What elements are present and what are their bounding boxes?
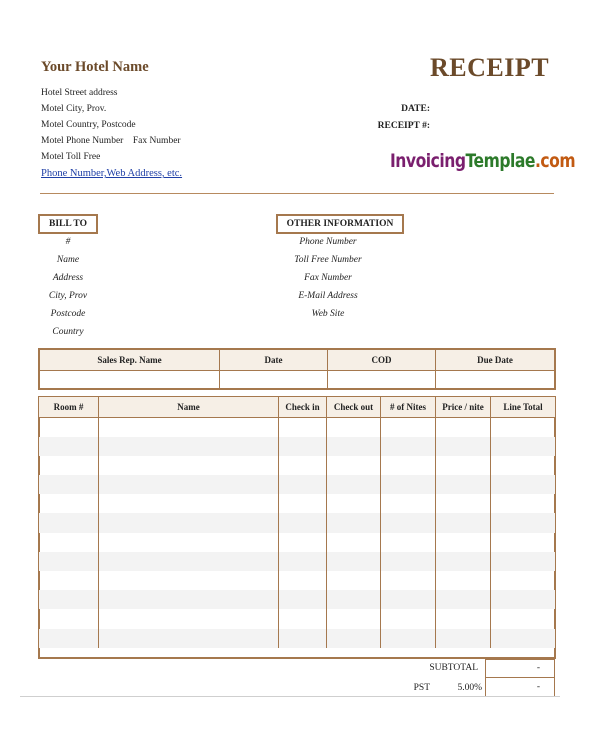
other-info-fax: Fax Number — [304, 273, 352, 283]
table-cell[interactable] — [381, 475, 436, 494]
table-row — [39, 475, 556, 494]
table-cell[interactable] — [39, 629, 99, 648]
items-header-name: Name — [99, 397, 279, 418]
table-cell[interactable] — [436, 590, 491, 609]
items-header-line-total: Line Total — [491, 397, 556, 418]
sales-header-cod: COD — [328, 349, 436, 370]
other-info-box — [276, 214, 404, 234]
table-cell[interactable] — [436, 494, 491, 513]
table-cell[interactable] — [279, 437, 327, 456]
table-cell[interactable] — [327, 571, 381, 590]
address-line-city: Motel City, Prov. — [41, 104, 107, 114]
pst-box — [485, 678, 555, 697]
sales-header-due-date: Due Date — [436, 349, 556, 370]
table-cell[interactable] — [327, 494, 381, 513]
table-cell[interactable] — [279, 629, 327, 648]
items-header-nites: # of Nites — [381, 397, 436, 418]
table-cell[interactable] — [381, 552, 436, 571]
table-cell[interactable] — [39, 571, 99, 590]
table-cell[interactable] — [381, 456, 436, 475]
table-cell[interactable] — [279, 590, 327, 609]
table-cell[interactable] — [279, 494, 327, 513]
table-cell[interactable] — [279, 552, 327, 571]
other-info-phone: Phone Number — [299, 237, 357, 247]
sales-cod-cell[interactable] — [328, 370, 436, 389]
table-cell[interactable] — [381, 513, 436, 532]
table-cell[interactable] — [99, 475, 279, 494]
table-cell[interactable] — [99, 494, 279, 513]
sales-header-rep: Sales Rep. Name — [39, 349, 220, 370]
table-cell[interactable] — [39, 513, 99, 532]
hotel-name: Your Hotel Name — [41, 59, 149, 75]
header-divider — [40, 193, 554, 194]
table-cell[interactable] — [279, 513, 327, 532]
date-label: DATE: — [401, 104, 430, 114]
bill-to-label: BILL TO — [49, 219, 87, 229]
address-line-phone: Motel Phone Number Fax Number — [41, 136, 181, 146]
table-cell[interactable] — [381, 437, 436, 456]
table-row — [39, 552, 556, 571]
address-line-street: Hotel Street address — [41, 88, 118, 98]
table-cell[interactable] — [39, 418, 99, 437]
table-cell[interactable] — [436, 513, 491, 532]
table-cell[interactable] — [436, 437, 491, 456]
table-row — [39, 609, 556, 628]
table-cell[interactable] — [99, 513, 279, 532]
table-cell[interactable] — [491, 629, 556, 648]
bill-to-box — [38, 214, 98, 234]
table-cell[interactable] — [99, 456, 279, 475]
table-row — [39, 456, 556, 475]
table-cell[interactable] — [491, 533, 556, 552]
items-header-room: Room # — [39, 397, 99, 418]
receipt-title: RECEIPT — [430, 53, 550, 82]
table-cell[interactable] — [491, 494, 556, 513]
table-cell[interactable] — [279, 571, 327, 590]
table-row — [39, 533, 556, 552]
table-cell[interactable] — [39, 590, 99, 609]
table-row — [39, 437, 556, 456]
table-cell[interactable] — [491, 590, 556, 609]
table-cell[interactable] — [279, 475, 327, 494]
table-cell[interactable] — [99, 552, 279, 571]
table-cell[interactable] — [491, 571, 556, 590]
bill-to-field-name: Name — [56, 255, 80, 265]
sales-table — [38, 348, 556, 390]
invoicing-template-logo — [390, 150, 575, 172]
items-header-check-out: Check out — [327, 397, 381, 418]
table-cell[interactable] — [99, 533, 279, 552]
table-cell[interactable] — [327, 418, 381, 437]
table-cell[interactable] — [381, 571, 436, 590]
table-cell[interactable] — [436, 475, 491, 494]
address-line-tollfree: Motel Toll Free — [41, 152, 101, 162]
table-cell[interactable] — [327, 609, 381, 628]
subtotal-label: SUBTOTAL — [429, 663, 478, 673]
table-row — [39, 629, 556, 648]
table-cell[interactable] — [39, 475, 99, 494]
other-info-fields — [276, 237, 380, 327]
table-row — [39, 418, 556, 437]
items-header-price: Price / nite — [436, 397, 491, 418]
table-cell[interactable] — [39, 552, 99, 571]
table-row — [39, 571, 556, 590]
table-cell[interactable] — [279, 609, 327, 628]
table-row — [39, 590, 556, 609]
table-cell[interactable] — [381, 533, 436, 552]
table-row — [39, 494, 556, 513]
bill-to-field-city: City, Prov — [48, 291, 88, 301]
other-info-website: Web Site — [311, 309, 345, 319]
table-cell[interactable] — [327, 437, 381, 456]
table-cell[interactable] — [436, 609, 491, 628]
bill-to-field-postcode: Postcode — [50, 309, 86, 319]
table-cell[interactable] — [327, 629, 381, 648]
table-cell[interactable] — [436, 552, 491, 571]
items-body — [39, 418, 556, 648]
table-cell[interactable] — [39, 456, 99, 475]
table-cell[interactable] — [491, 609, 556, 628]
other-info-tollfree: Toll Free Number — [294, 255, 362, 265]
logo-part-3: .com — [534, 150, 576, 172]
table-cell[interactable] — [491, 513, 556, 532]
table-cell[interactable] — [99, 571, 279, 590]
address-line-country: Motel Country, Postcode — [41, 120, 136, 130]
table-cell[interactable] — [279, 456, 327, 475]
table-cell[interactable] — [327, 513, 381, 532]
table-cell[interactable] — [279, 418, 327, 437]
bill-to-field-country: Country — [52, 327, 84, 337]
table-cell[interactable] — [381, 590, 436, 609]
subtotal-value: - — [536, 663, 540, 673]
table-cell[interactable] — [99, 590, 279, 609]
table-cell[interactable] — [491, 552, 556, 571]
logo-part-2: Templae — [465, 150, 535, 172]
table-row — [39, 513, 556, 532]
sales-rep-cell[interactable] — [39, 370, 220, 389]
table-cell[interactable] — [39, 533, 99, 552]
table-cell[interactable] — [99, 609, 279, 628]
logo-part-1: Invoicing — [390, 150, 466, 172]
table-cell[interactable] — [99, 418, 279, 437]
table-cell[interactable] — [327, 533, 381, 552]
other-info-email: E-Mail Address — [298, 291, 358, 301]
table-cell[interactable] — [99, 629, 279, 648]
table-cell[interactable] — [436, 629, 491, 648]
table-cell[interactable] — [327, 475, 381, 494]
table-cell[interactable] — [491, 418, 556, 437]
table-cell[interactable] — [39, 494, 99, 513]
other-info-label: OTHER INFORMATION — [286, 219, 394, 229]
table-cell[interactable] — [491, 475, 556, 494]
table-cell[interactable] — [381, 494, 436, 513]
items-header-check-in: Check in — [279, 397, 327, 418]
items-table — [38, 396, 556, 648]
table-cell[interactable] — [327, 552, 381, 571]
table-cell[interactable] — [381, 609, 436, 628]
table-cell[interactable] — [279, 533, 327, 552]
table-cell[interactable] — [436, 571, 491, 590]
table-cell[interactable] — [39, 609, 99, 628]
table-cell[interactable] — [436, 533, 491, 552]
table-cell[interactable] — [327, 590, 381, 609]
sales-header-date: Date — [220, 349, 328, 370]
sales-due-date-cell[interactable] — [436, 370, 556, 389]
bill-to-field-number: # — [65, 237, 71, 247]
table-cell[interactable] — [491, 437, 556, 456]
sales-date-cell[interactable] — [220, 370, 328, 389]
table-cell[interactable] — [381, 629, 436, 648]
pst-label: PST — [413, 683, 430, 693]
table-cell[interactable] — [436, 418, 491, 437]
pst-rate: 5.00% — [457, 683, 482, 693]
table-cell[interactable] — [327, 456, 381, 475]
table-cell[interactable] — [491, 456, 556, 475]
table-cell[interactable] — [436, 456, 491, 475]
page-bottom-line — [20, 696, 560, 697]
pst-value: - — [536, 682, 540, 692]
table-cell[interactable] — [381, 418, 436, 437]
receipt-number-label: RECEIPT #: — [377, 121, 430, 131]
table-cell[interactable] — [39, 437, 99, 456]
bill-to-fields — [38, 237, 98, 345]
bill-to-field-address: Address — [52, 273, 84, 283]
subtotal-box — [485, 659, 555, 678]
table-cell[interactable] — [99, 437, 279, 456]
contact-link[interactable]: Phone Number,Web Address, etc. — [41, 168, 183, 179]
